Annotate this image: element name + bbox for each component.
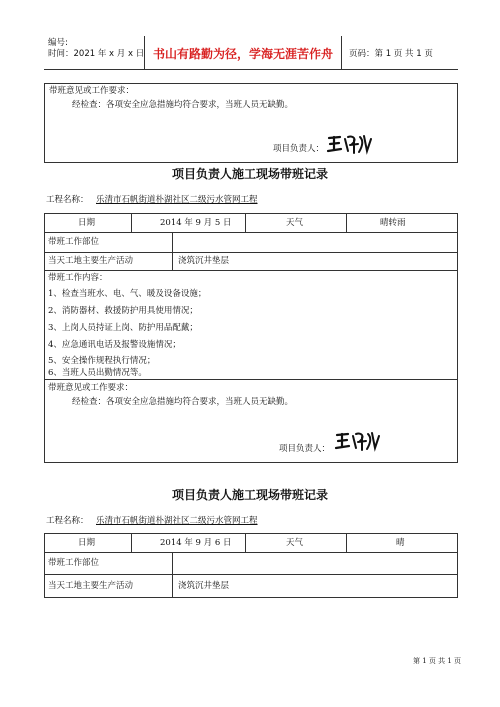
- time-label: 时间：2021 年 x 月 x 日: [48, 49, 145, 59]
- record-table-1: [44, 213, 458, 463]
- col-divider: [131, 213, 132, 232]
- col-divider: [131, 533, 132, 552]
- activity-value: 浇筑沉井垫层: [178, 581, 230, 591]
- content-item: 4、应急通讯电话及报警设施情况；: [48, 340, 181, 350]
- content-label: 带班工作内容：: [48, 273, 108, 283]
- signature-1: [326, 131, 374, 157]
- col-divider: [346, 533, 347, 552]
- col-divider: [172, 232, 173, 270]
- signer-label: 项目负责人：: [273, 144, 325, 154]
- dept-label: 带班工作部位: [48, 558, 100, 568]
- comment-text: 经检查：各项安全应急措施均符合要求，当班人员无缺勤。: [72, 100, 294, 110]
- col-divider: [346, 213, 347, 232]
- date-label: 日期: [78, 218, 96, 228]
- comment-label: 带班意见或工作要求：: [49, 86, 135, 96]
- date-value: 2014 年 9 月 5 日: [160, 218, 232, 228]
- col-divider: [245, 533, 246, 552]
- footer-page: 第 1 页 共 1 页: [413, 657, 462, 665]
- signer-label: 项目负责人：: [279, 444, 331, 454]
- content-item: 2、消防器材、救援防护用具使用情况；: [48, 306, 198, 316]
- dept-label: 带班工作部位: [48, 237, 100, 247]
- row-divider: [44, 552, 458, 553]
- content-item: 6、当班人员出勤情况等。: [48, 368, 147, 378]
- row-divider: [44, 252, 458, 253]
- content-item: 3、上岗人员持证上岗、防护用品配戴；: [48, 323, 198, 333]
- weather-label: 天气: [286, 218, 304, 228]
- col-divider: [172, 552, 173, 598]
- activity-label: 当天工地主要生产活动: [48, 581, 134, 591]
- date-label: 日期: [78, 538, 96, 548]
- motto: 书山有路勤为径，学海无涯苦作舟: [144, 36, 342, 70]
- weather-value: 晴: [396, 538, 405, 548]
- row-divider: [44, 574, 458, 575]
- comment-label: 带班意见或工作要求：: [48, 383, 134, 393]
- number-label: 编号:: [48, 38, 68, 48]
- date-value: 2014 年 9 月 6 日: [160, 538, 232, 548]
- record-title-2: 项目负责人施工现场带班记录: [171, 488, 328, 502]
- weather-label: 天气: [286, 538, 304, 548]
- activity-label: 当天工地主要生产活动: [48, 256, 134, 266]
- content-item: 5、安全操作规程执行情况；: [48, 356, 156, 366]
- content-item: 1、检查当班水、电、气、暖及设备设施；: [48, 289, 207, 299]
- project-label: 工程名称：: [46, 516, 89, 526]
- project-name: 乐清市石帆街道朴湖社区二级污水管网工程: [96, 195, 258, 205]
- signature-2: [334, 428, 382, 454]
- weather-value: 晴转雨: [380, 218, 406, 228]
- record-title-1: 项目负责人施工现场带班记录: [171, 167, 328, 181]
- row-divider: [44, 270, 458, 271]
- project-label: 工程名称：: [46, 195, 89, 205]
- row-divider: [44, 232, 458, 233]
- comment-text: 经检查：各项安全应急措施均符合要求，当班人员无缺勤。: [72, 397, 294, 407]
- project-name: 乐清市石帆街道朴湖社区二级污水管网工程: [96, 516, 258, 526]
- row-divider: [44, 379, 458, 380]
- col-divider: [245, 213, 246, 232]
- page-info: 页码：第 1 页 共 1 页: [349, 49, 433, 59]
- activity-value: 浇筑沉井垫层: [178, 256, 230, 266]
- header-rule: [44, 69, 458, 70]
